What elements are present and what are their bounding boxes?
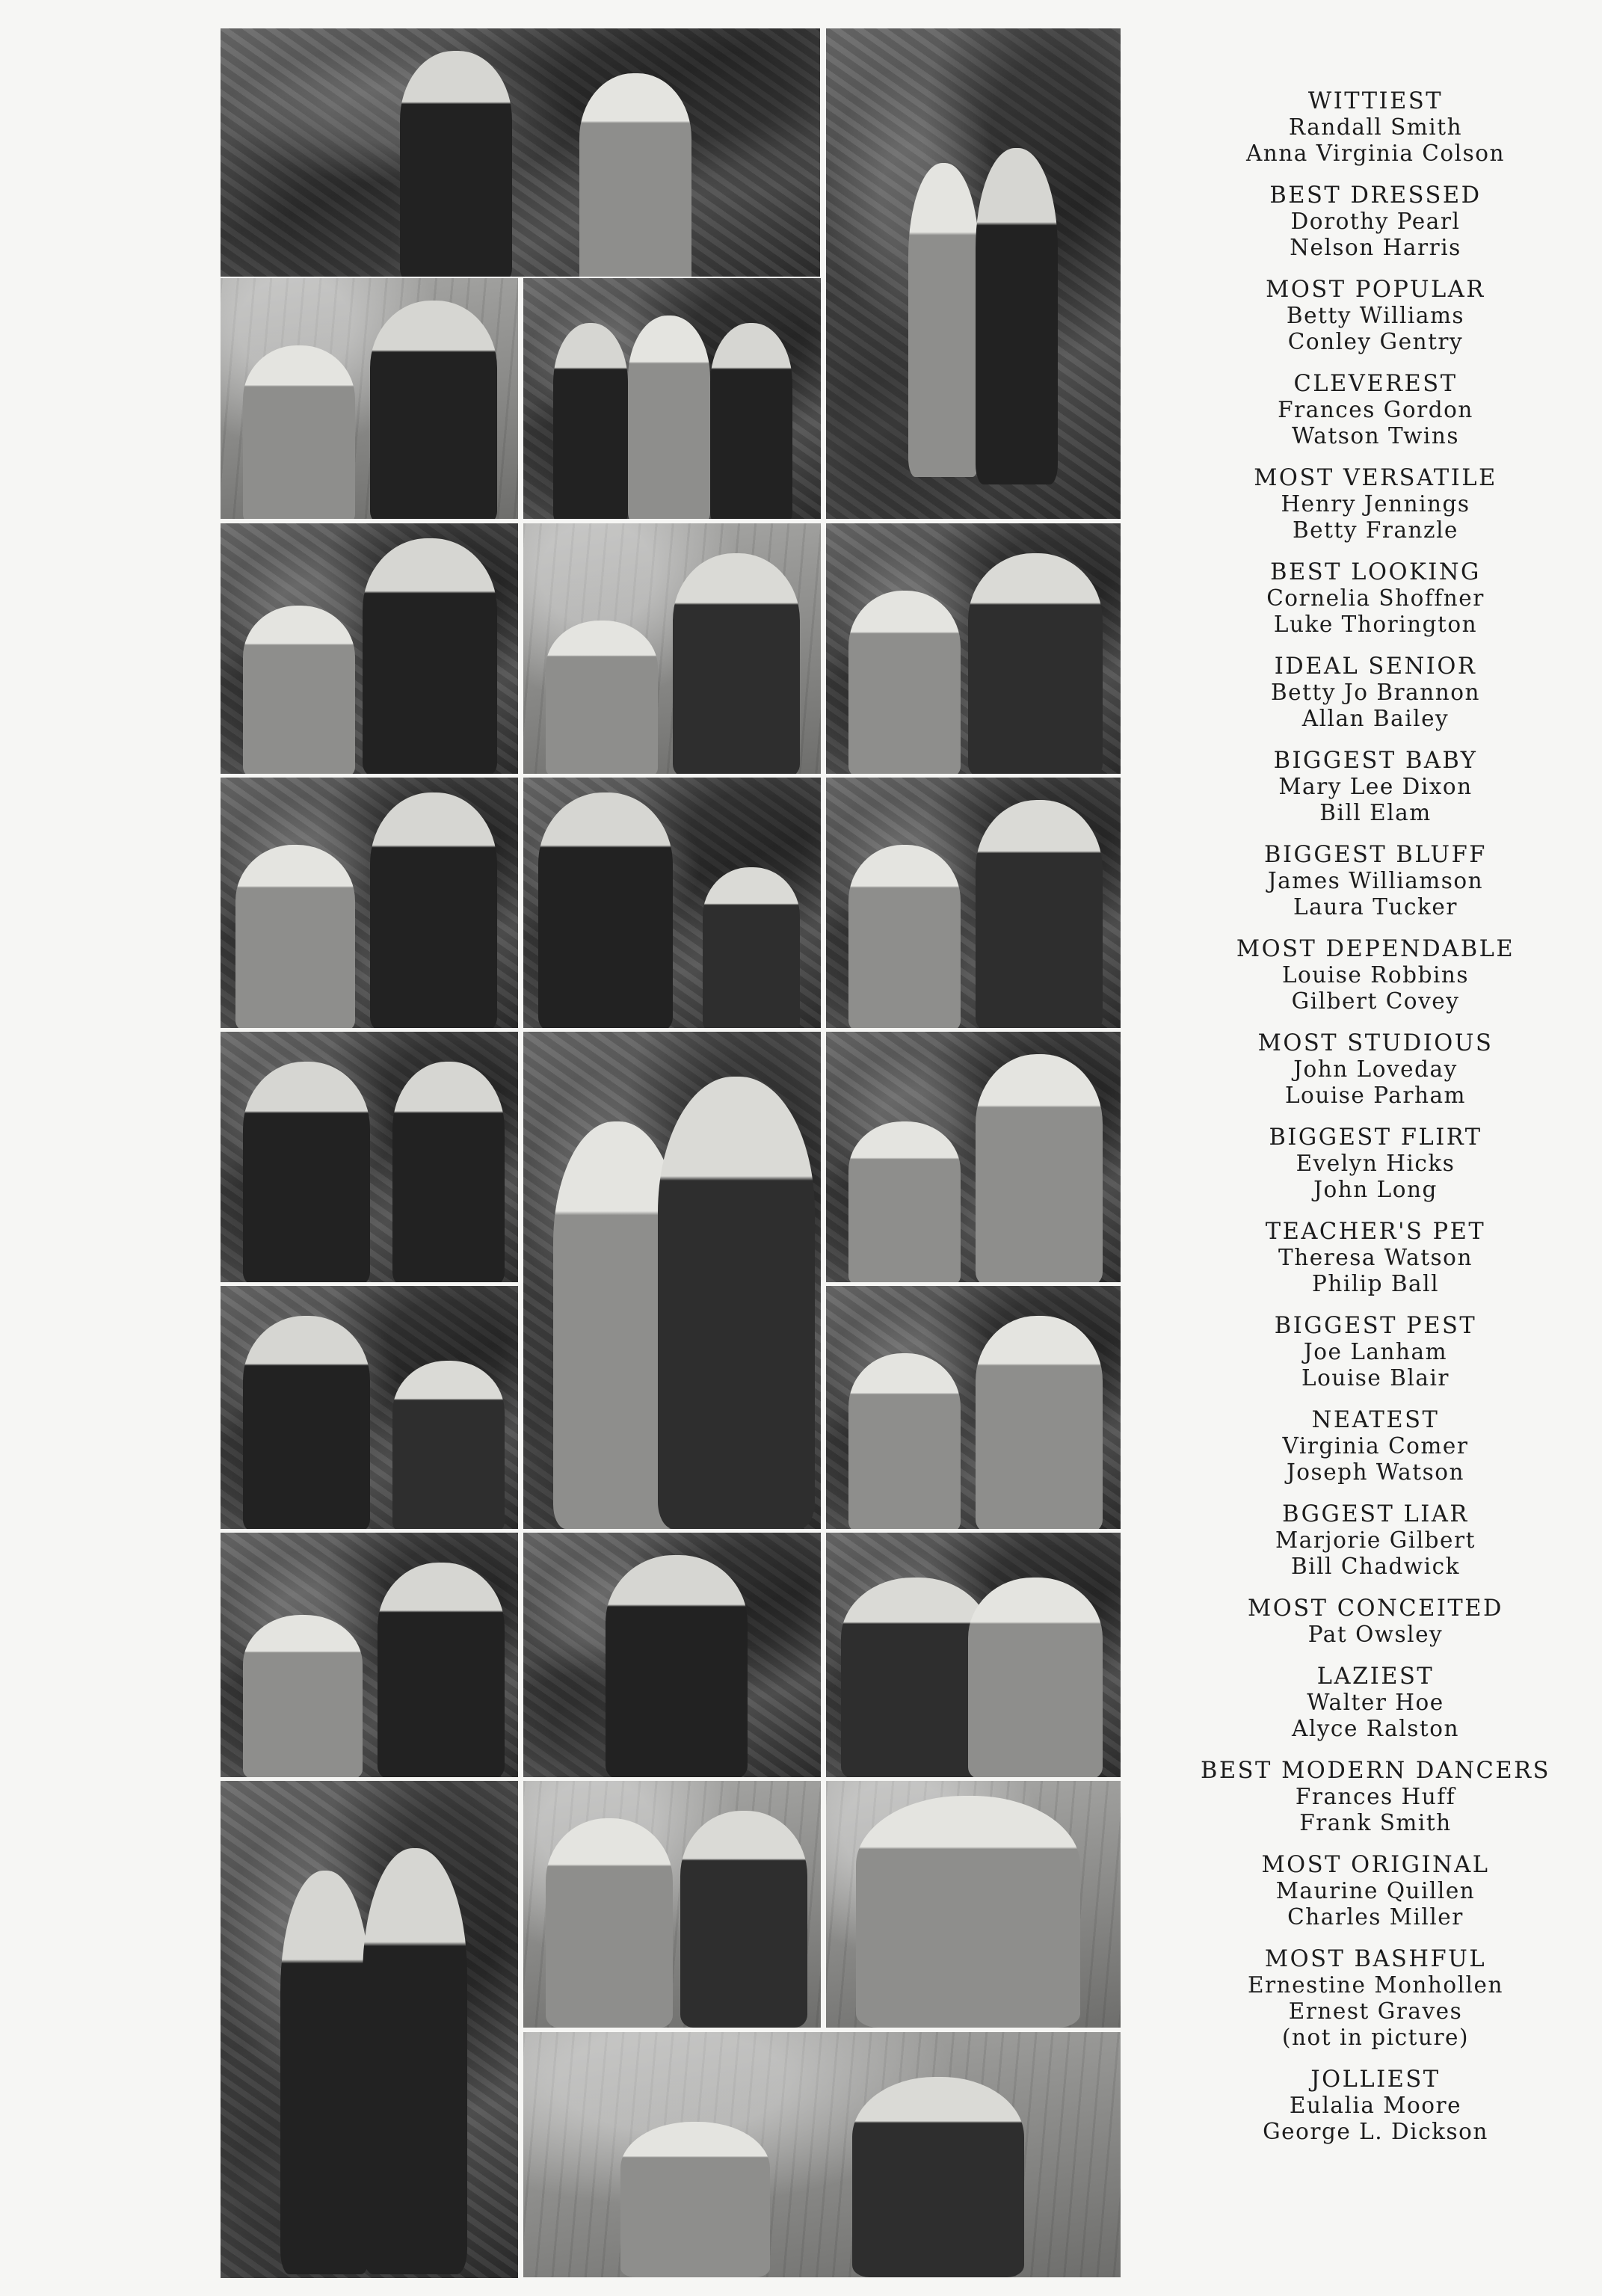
award-winner-name: Maurine Quillen [1275,1878,1476,1903]
award-entry [1181,653,1570,732]
award-winner-name: Dorothy Pearl [1290,209,1461,234]
award-title: LAZIEST [1316,1663,1435,1690]
award-winner-name: Nelson Harris [1290,235,1461,260]
award-title: BEST MODERN DANCERS [1200,1758,1551,1784]
award-entry [1181,936,1570,1015]
award-entry [1181,1501,1570,1580]
award-winner-name: Randall Smith [1288,114,1463,140]
award-winner-name: Louise Blair [1301,1365,1449,1391]
award-winner-name: Evelyn Hicks [1296,1151,1455,1176]
award-title: MOST POPULAR [1266,277,1485,303]
award-title: BEST LOOKING [1270,559,1481,585]
photo-portrait [826,1781,1121,2028]
photo-ideal-senior [826,523,1121,774]
award-entry [1181,1219,1570,1297]
award-title: NEATEST [1311,1407,1440,1433]
photo-most-original [221,1781,518,2278]
award-winner-name: Louise Robbins [1281,962,1470,988]
award-winner-name: Joseph Watson [1286,1459,1465,1485]
award-entry [1181,748,1570,826]
award-winner-name: Cornelia Shoffner [1266,585,1485,611]
photo-jolliest [523,2032,1121,2277]
photo-most-conceited [221,1533,518,1777]
photo-most-dependable [826,778,1121,1028]
photo-most-studious [221,1032,518,1282]
award-winner-name: Joe Lanham [1303,1339,1448,1364]
award-title: MOST BASHFUL [1264,1946,1487,1972]
photo-biggest-liar [826,1286,1121,1529]
award-entry [1181,1407,1570,1486]
award-winner-name: Frank Smith [1299,1810,1452,1835]
award-entry [1181,182,1570,261]
award-title: BIGGEST BLUFF [1264,842,1487,868]
award-winner-name: Theresa Watson [1278,1245,1473,1270]
award-winner-name: John Long [1313,1177,1438,1202]
award-winner-name: Eulalia Moore [1289,2093,1462,2118]
award-entry [1181,1946,1570,2051]
photo-neatest [221,1286,518,1529]
award-winner-name: Laura Tucker [1293,894,1458,920]
award-entry [1181,2066,1570,2145]
award-winner-name: Bill Elam [1319,800,1432,825]
award-winner-name: Virginia Comer [1282,1433,1469,1459]
award-winner-name: Watson Twins [1292,423,1459,449]
award-title: WITTIEST [1307,88,1444,114]
award-winner-name: Betty Franzle [1293,517,1458,543]
award-winner-name: Betty Jo Brannon [1271,680,1480,705]
award-title: BIGGEST PEST [1274,1313,1477,1339]
award-winner-name: Ernestine Monhollen [1248,1972,1503,1998]
award-entry [1181,1124,1570,1203]
photo-most-versatile [221,523,518,774]
award-winner-name: Anna Virginia Colson [1246,141,1505,166]
award-title: BIGGEST BABY [1273,748,1478,774]
superlatives-list [1181,88,1570,2161]
award-title: BEST DRESSED [1269,182,1482,209]
award-entry [1181,371,1570,449]
award-winner-name: Alyce Ralston [1292,1716,1459,1741]
award-title: MOST DEPENDABLE [1236,936,1515,962]
photo-biggest-flirt-teachers-pet [523,1032,821,1529]
award-title: MOST STUDIOUS [1257,1030,1494,1056]
award-winner-name: Walter Hoe [1307,1690,1444,1715]
award-winner-name: Frances Gordon [1278,397,1473,422]
award-entry [1181,1030,1570,1109]
award-winner-name: Pat Owsley [1307,1622,1444,1647]
photo-wittiest [221,28,820,277]
award-entry [1181,1663,1570,1742]
award-winner-name: Marjorie Gilbert [1275,1527,1476,1553]
award-title: BIGGEST FLIRT [1269,1124,1482,1151]
award-winner-name: Henry Jennings [1281,491,1470,517]
award-winner-name: Bill Chadwick [1291,1554,1460,1579]
award-entry [1181,1852,1570,1930]
photo-cleverest [523,278,821,519]
award-winner-name: Luke Thorington [1273,612,1478,637]
photo-biggest-bluff [523,778,821,1028]
award-winner-name: Conley Gentry [1287,329,1464,354]
award-winner-name: Charles Miller [1287,1904,1464,1930]
photo-most-popular [221,278,518,519]
award-winner-name: Mary Lee Dixon [1278,774,1473,799]
award-entry [1181,842,1570,920]
award-entry [1181,277,1570,355]
award-entry [1181,465,1570,544]
award-title: BGGEST LIAR [1282,1501,1469,1527]
award-winner-name: Frances Huff [1295,1784,1456,1809]
award-title: TEACHER'S PET [1265,1219,1486,1245]
award-title: IDEAL SENIOR [1274,653,1477,680]
award-winner-name: Allan Bailey [1301,706,1449,731]
award-winner-name: Betty Williams [1286,303,1465,328]
photo-biggest-baby [221,778,518,1028]
award-title: MOST CONCEITED [1248,1595,1503,1622]
award-winner-name: (not in picture) [1281,2025,1470,2050]
photo-most-bashful [523,1781,821,2028]
award-entry [1181,1758,1570,1836]
award-entry [1181,559,1570,638]
photo-best-looking [523,523,821,774]
award-entry [1181,88,1570,167]
photo-best-dressed [826,28,1121,519]
award-entry [1181,1595,1570,1648]
award-title: JOLLIEST [1310,2066,1441,2093]
award-entry [1181,1313,1570,1391]
award-winner-name: Gilbert Covey [1291,988,1460,1014]
photo-best-modern-dancers [826,1533,1121,1777]
award-title: MOST VERSATILE [1254,465,1497,491]
award-title: CLEVEREST [1293,371,1458,397]
award-winner-name: George L. Dickson [1263,2119,1488,2144]
award-winner-name: John Loveday [1293,1056,1458,1082]
award-winner-name: James Williamson [1267,868,1484,893]
award-winner-name: Ernest Graves [1288,1998,1463,2024]
photo-laziest [523,1533,821,1777]
award-winner-name: Louise Parham [1284,1083,1467,1108]
award-winner-name: Philip Ball [1311,1271,1440,1296]
photo-biggest-pest [826,1032,1121,1282]
award-title: MOST ORIGINAL [1261,1852,1490,1878]
